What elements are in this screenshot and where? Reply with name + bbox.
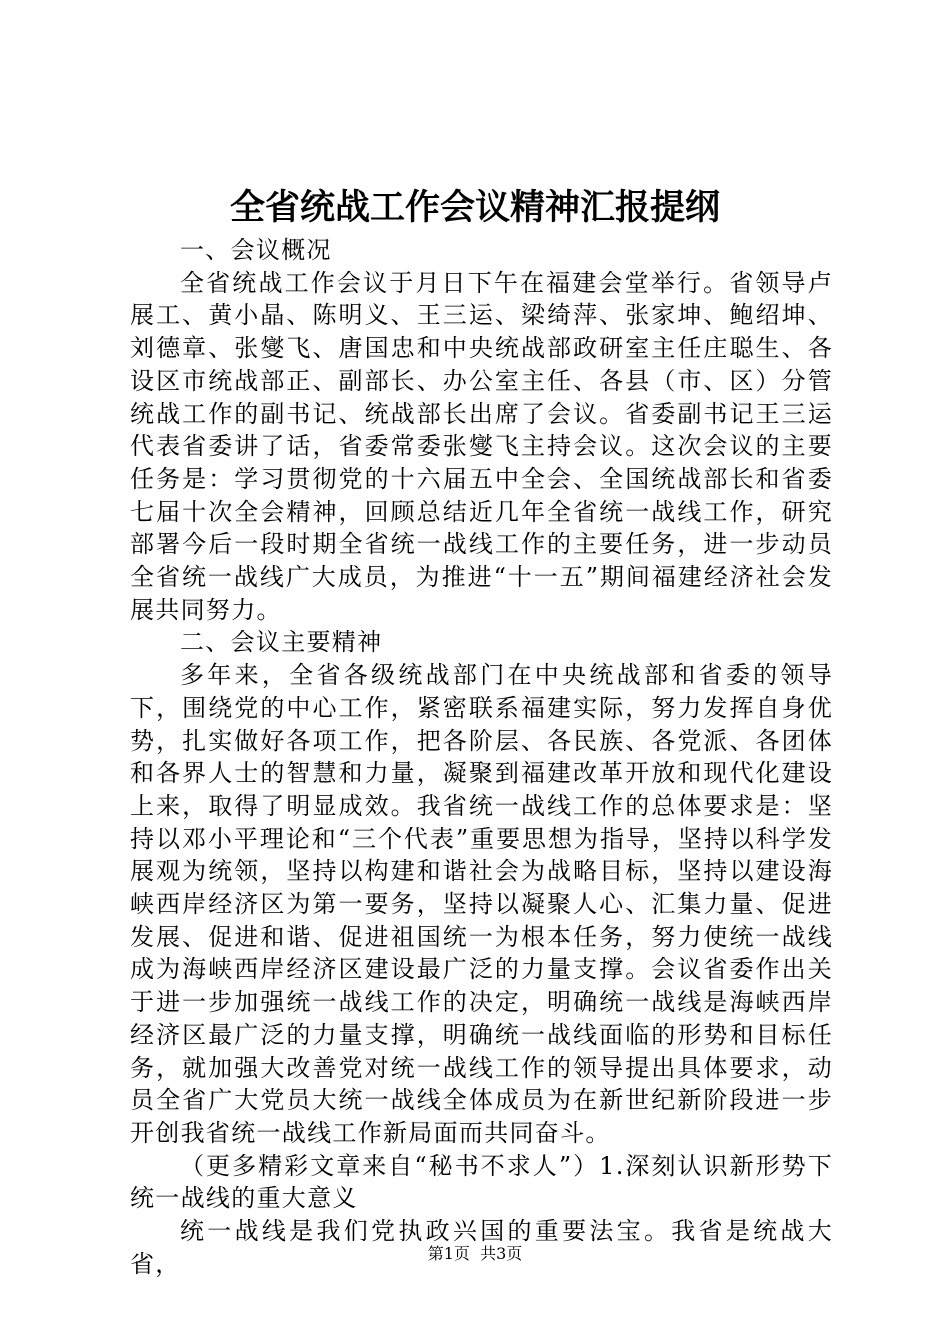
paragraph-meeting-overview: 全省统战工作会议于月日下午在福建会堂举行。省领导卢展工、黄小晶、陈明义、王三运、梁绮萍、张家坤、鲍绍坤、刘德章、张燮飞、唐国忠和中央统战部政研室主任庄聪生、各设区市统战部正、副部长、办公室主任、各县（市、区）分管统战工作的副书记、统战部长出席了会议。省委副书记王三运代表省委讲了话，省委常委张燮飞主持会议。这次会议的主要任务是：学习贯彻党的十六届五中全会、全国统战部长和省委七届十次全会精神，回顾总结近几年全省统一战线工作，研究部署今后一段时期全省统一战线工作的主要任务，进一步动员全省统一战线广大成员，为推进“十一五”期间福建经济社会发展共同努力。	[130, 268, 833, 624]
page-number-label: 第1页 共3页	[427, 1244, 523, 1263]
paragraph-subheading-significance: （更多精彩文章来自“秘书不求人”）1.深刻认识新形势下统一战线的重大意义	[130, 1151, 833, 1213]
page-title: 全省统战工作会议精神汇报提纲	[229, 187, 720, 228]
page-footer	[0, 1242, 950, 1266]
paragraph-main-spirit: 多年来，全省各级统战部门在中央统战部和省委的领导下，围绕党的中心工作，紧密联系福建实际，努力发挥自身优势，扎实做好各项工作，把各阶层、各民族、各党派、各团体和各界人士的智慧和力量，凝聚到福建改革开放和现代化建设上来，取得了明显成效。我省统一战线工作的总体要求是：坚持以邓小平理论和“三个代表”重要思想为指导，坚持以科学发展观为统领，坚持以构建和谐社会为战略目标，坚持以建设海峡西岸经济区为第一要务，坚持以凝聚人心、汇集力量、促进发展、促进和谐、促进祖国统一为根本任务，努力使统一战线成为海峡西岸经济区建设最广泛的力量支撑。会议省委作出关于进一步加强统一战线工作的决定，明确统一战线是海峡西岸经济区最广泛的力量支撑，明确统一战线面临的形势和目标任务，就加强大改善党对统一战线工作的领导提出具体要求，动员全省广大党员大统一战线全体成员为在新世纪新阶段进一步开创我省统一战线工作新局面而共同奋斗。	[130, 661, 833, 1147]
section-heading-overview: 一、会议概况	[180, 236, 332, 264]
section-heading-main-spirit: 二、会议主要精神	[180, 628, 383, 657]
document-body	[130, 234, 833, 1281]
paragraph-united-front: 统一战线是我们党执政兴国的重要法宝。我省是统战大省，	[130, 1217, 833, 1278]
